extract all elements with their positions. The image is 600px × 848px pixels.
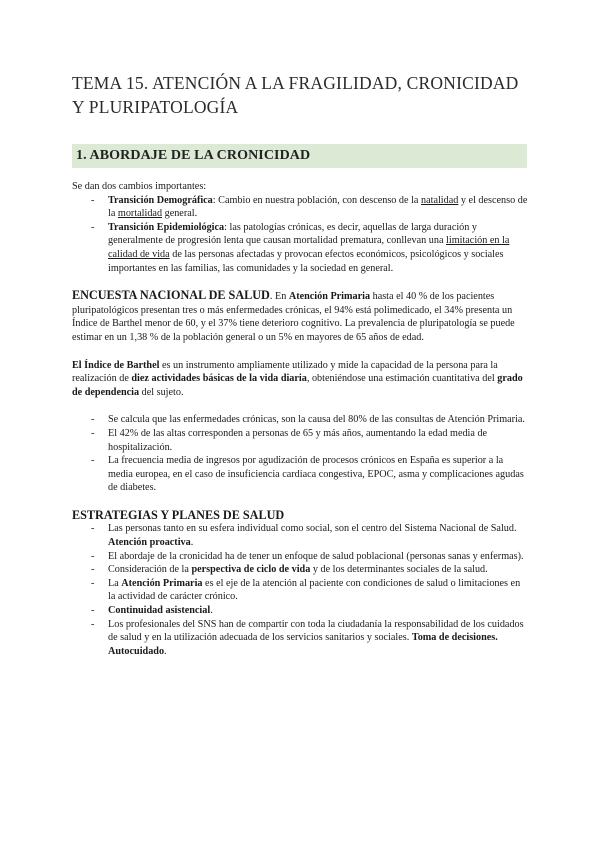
underlined-limitacion: limitación en la calidad de vida	[108, 235, 510, 260]
text-fragment: es un instrumento ampliamente utilizado y mide la capacidad de la persona para la realización de	[72, 359, 498, 385]
transitions-list	[72, 194, 528, 276]
bold-atencion-primaria: Atención Primaria	[121, 577, 203, 589]
list-item: - El 42% de las altas corresponden a personas de 65 y más años, aumentando la edad media de hospitalización.	[72, 427, 528, 454]
bold-atencion-primaria: Atención Primaria	[288, 291, 371, 303]
facts-list	[72, 413, 528, 495]
estrategias-heading: ESTRATEGIAS Y PLANES DE SALUD	[72, 507, 285, 522]
list-item: - Se calcula que las enfermedades crónicas, son la causa del 80% de las consultas de Atención Primaria.	[72, 413, 528, 427]
document-body	[72, 180, 528, 658]
barthel-paragraph	[72, 359, 528, 400]
section-heading-cronicidad: 1. ABORDAJE DE LA CRONICIDAD	[72, 144, 527, 168]
list-item: - El abordaje de la cronicidad ha de tener un enfoque de salud poblacional (personas sanas y enfermas).	[72, 550, 528, 564]
underlined-natalidad: natalidad	[421, 194, 459, 206]
document-title: TEMA 15. ATENCIÓN A LA FRAGILIDAD, CRONICIDAD Y PLURIPATOLOGÍA	[72, 73, 519, 117]
text-fragment: . En	[269, 291, 289, 303]
bold-diez-actividades: diez actividades básicas de la vida diaria	[131, 373, 307, 385]
text-fragment: .	[210, 605, 213, 617]
list-item	[72, 522, 528, 549]
text-fragment: general.	[162, 208, 198, 220]
list-item	[72, 618, 528, 659]
text-fragment: y de los determinantes sociales de la salud.	[310, 564, 488, 576]
bold-continuidad: Continuidad asistencial	[108, 605, 211, 617]
estrategias-list	[72, 522, 528, 658]
text-fragment: .	[164, 645, 167, 657]
bold-grado-dependencia: grado de dependencia	[72, 373, 523, 398]
text-fragment: Las personas tanto en su esfera individual como social, son el centro del Sistema Nacional de Salud.	[108, 523, 517, 535]
text-fragment: , obteniéndose una estimación cuantitativa del	[306, 373, 498, 385]
bold-atencion-proactiva: Atención proactiva	[108, 537, 191, 549]
text-fragment: : Cambio en nuestra población, con descenso de la	[212, 194, 421, 206]
text-fragment: La	[108, 577, 122, 589]
bold-indice-barthel: El Índice de Barthel	[72, 359, 160, 371]
underlined-mortalidad: mortalidad	[117, 208, 163, 220]
text-fragment: y el descenso de la	[108, 194, 528, 220]
list-item	[72, 604, 528, 618]
list-item	[72, 563, 528, 577]
encuesta-heading: ENCUESTA NACIONAL DE SALUD	[72, 288, 270, 303]
text-fragment: de las personas afectadas y provocan efectos económicos, psicológicos y sociales importantes en las familias, las comunidades y la sociedad en general.	[108, 248, 504, 274]
bold-toma-decisiones: Toma de decisiones. Autocuidado	[108, 632, 498, 657]
text-fragment: del sujeto.	[139, 386, 184, 398]
text-fragment: Los profesionales del SNS han de compartir con toda la ciudadanía la responsabilidad de los cuidados de salud y en la utilización adecuada de los servicios sanitarios y sociales.	[108, 618, 524, 644]
list-item: - La frecuencia media de ingresos por agudización de procesos crónicos en España es superior a la media europea, en el caso de insuficiencia cardiaca congestiva, EPOC, asma y complicaciones agudas de diabetes.	[72, 454, 528, 495]
text-fragment: .	[190, 537, 194, 549]
text-fragment: es el eje de la atención al paciente con condiciones de salud o limitaciones en la actividad de carácter crónico.	[108, 577, 521, 603]
text-fragment: Consideración de la	[108, 564, 192, 576]
term-transicion-epidemiologica: Transición Epidemiológica	[108, 221, 225, 233]
list-item	[72, 577, 528, 604]
bold-ciclo-vida: perspectiva de ciclo de vida	[191, 564, 311, 576]
term-transicion-demografica: Transición Demográfica	[108, 194, 213, 206]
list-item-transicion-demografica	[72, 194, 528, 221]
list-item-transicion-epidemiologica	[72, 221, 528, 275]
encuesta-paragraph	[72, 289, 528, 344]
intro-paragraph: Se dan dos cambios importantes:	[72, 181, 207, 192]
text-fragment: hasta el 40 % de los pacientes pluripatológicos presentan tres o más enfermedades crónicas, el 94% está polimedicado, el 34% presenta un Índice de Barthel menor de 60, y el 37% tiene deterioro cognitivo. La prevalencia de pluripatología se puede estimar en un 1,38 % de la población general o un 5% en mayores de 65 años de edad.	[72, 291, 515, 343]
text-fragment: : las patologías crónicas, es decir, aquellas de larga duración y generalmente de progresión lenta que causan mortalidad prematura, conllevan una	[108, 221, 478, 247]
